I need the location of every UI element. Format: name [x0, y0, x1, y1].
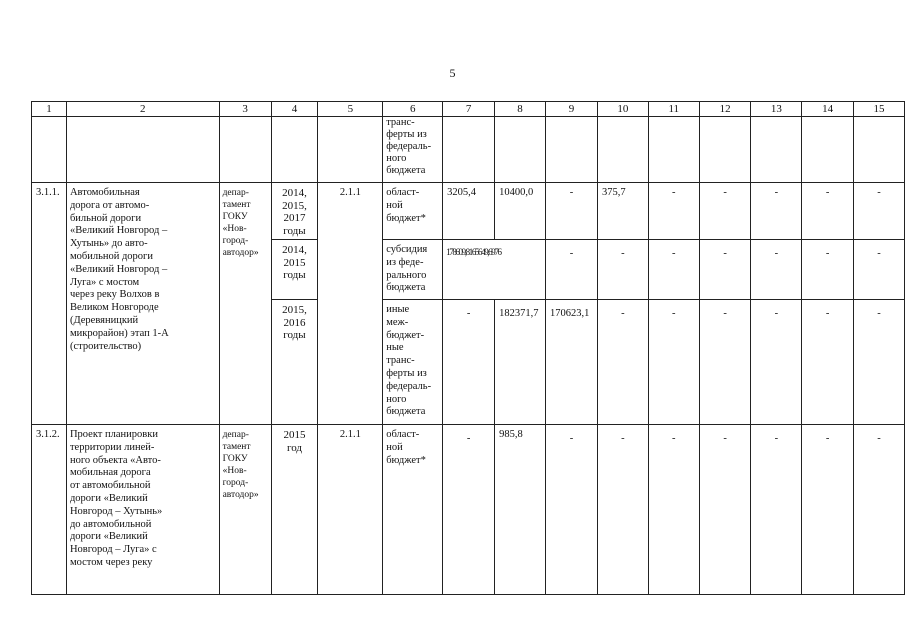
value-cell: 976	[491, 247, 501, 257]
value-cell: -	[597, 425, 648, 595]
value-cell: -	[648, 425, 699, 595]
funding-source: област- ной бюджет*	[383, 183, 443, 240]
value-cell: -	[546, 183, 598, 240]
row-number: 3.1.1.	[32, 183, 67, 425]
value-cell: -	[854, 300, 905, 425]
header-cell: 9	[546, 102, 598, 117]
value-cell: -	[546, 240, 598, 300]
header-cell: 12	[699, 102, 751, 117]
object-name: Автомобильная дорога от автомо- бильной дороги «Великий Новгород – Хутынь» до авто- мобильной дороги «Великий Новгород – Луга» с мостом через реку Волхов в Великом Новгороде (Деревяницкий микрорайон) этап 1-А (строительство)	[66, 183, 219, 425]
value-cell: 178609,8	[446, 247, 469, 257]
years: 2015 год	[271, 425, 318, 595]
value-cell: 165649,6	[468, 247, 492, 257]
header-cell: 14	[802, 102, 854, 117]
header-cell: 11	[648, 102, 699, 117]
value-cell: 170623,1	[546, 300, 598, 425]
row-number: 3.1.2.	[32, 425, 67, 595]
value-cell: -	[443, 425, 495, 595]
value-cell: -	[751, 240, 802, 300]
value-cell: -	[648, 300, 699, 425]
value-cell: 10400,0	[495, 183, 546, 240]
value-cell: -	[751, 300, 802, 425]
value-cell: -	[802, 425, 854, 595]
header-cell: 13	[751, 102, 802, 117]
value-cell: -	[648, 240, 699, 300]
value-cell: 375,7	[597, 183, 648, 240]
value-cell: -	[699, 240, 751, 300]
value-cell: -	[699, 183, 751, 240]
object-name: Проект планировки территории линей- ного объекта «Авто- мобильная дорога от автомобильной дороги «Великий Новгород – Хутынь» до автомобильной дороги «Великий Новгород – Луга» с мостом через реку	[66, 425, 219, 595]
header-cell: 2	[66, 102, 219, 117]
value-cell: -	[443, 300, 495, 425]
header-cell: 10	[597, 102, 648, 117]
value-cell: -	[597, 240, 648, 300]
target-indicator: 2.1.1	[318, 425, 383, 595]
table-row	[32, 183, 905, 240]
funding-source: транс- ферты из федераль- ного бюджета	[383, 117, 443, 183]
years: 2014, 2015, 2017 годы	[271, 183, 318, 240]
value-cell: -	[751, 183, 802, 240]
header-cell: 7	[443, 102, 495, 117]
header-cell: 3	[219, 102, 271, 117]
header-cell: 8	[495, 102, 546, 117]
years: 2015, 2016 годы	[271, 300, 318, 425]
target-indicator: 2.1.1	[318, 183, 383, 425]
header-row	[32, 102, 905, 117]
overlapping-values	[443, 240, 546, 300]
value-cell: 985,8	[495, 425, 546, 595]
executor: депар- тамент ГОКУ «Нов- город- автодор»	[219, 425, 271, 595]
header-cell: 15	[854, 102, 905, 117]
program-table	[31, 101, 905, 595]
value-cell: -	[546, 425, 598, 595]
value-cell: -	[802, 240, 854, 300]
value-cell: 182371,7	[495, 300, 546, 425]
value-cell: -	[597, 300, 648, 425]
header-cell: 6	[383, 102, 443, 117]
value-cell: 3205,4	[443, 183, 495, 240]
value-cell: -	[699, 425, 751, 595]
value-cell: -	[802, 183, 854, 240]
value-cell: -	[648, 183, 699, 240]
value-cell: -	[854, 183, 905, 240]
value-cell: -	[699, 300, 751, 425]
funding-source: област- ной бюджет*	[383, 425, 443, 595]
header-cell: 5	[318, 102, 383, 117]
header-cell: 1	[32, 102, 67, 117]
page-number: 5	[449, 66, 456, 80]
value-cell: -	[854, 240, 905, 300]
executor: депар- тамент ГОКУ «Нов- город- автодор»	[219, 183, 271, 425]
header-cell: 4	[271, 102, 318, 117]
value-cell: -	[802, 300, 854, 425]
table-row	[32, 425, 905, 595]
funding-source: субсидия из феде- рального бюджета	[383, 240, 443, 300]
funding-source: иные меж- бюджет- ные транс- ферты из федераль- ного бюджета	[383, 300, 443, 425]
table-row	[32, 117, 905, 183]
value-cell: -	[854, 425, 905, 595]
value-cell: -	[751, 425, 802, 595]
years: 2014, 2015 годы	[271, 240, 318, 300]
